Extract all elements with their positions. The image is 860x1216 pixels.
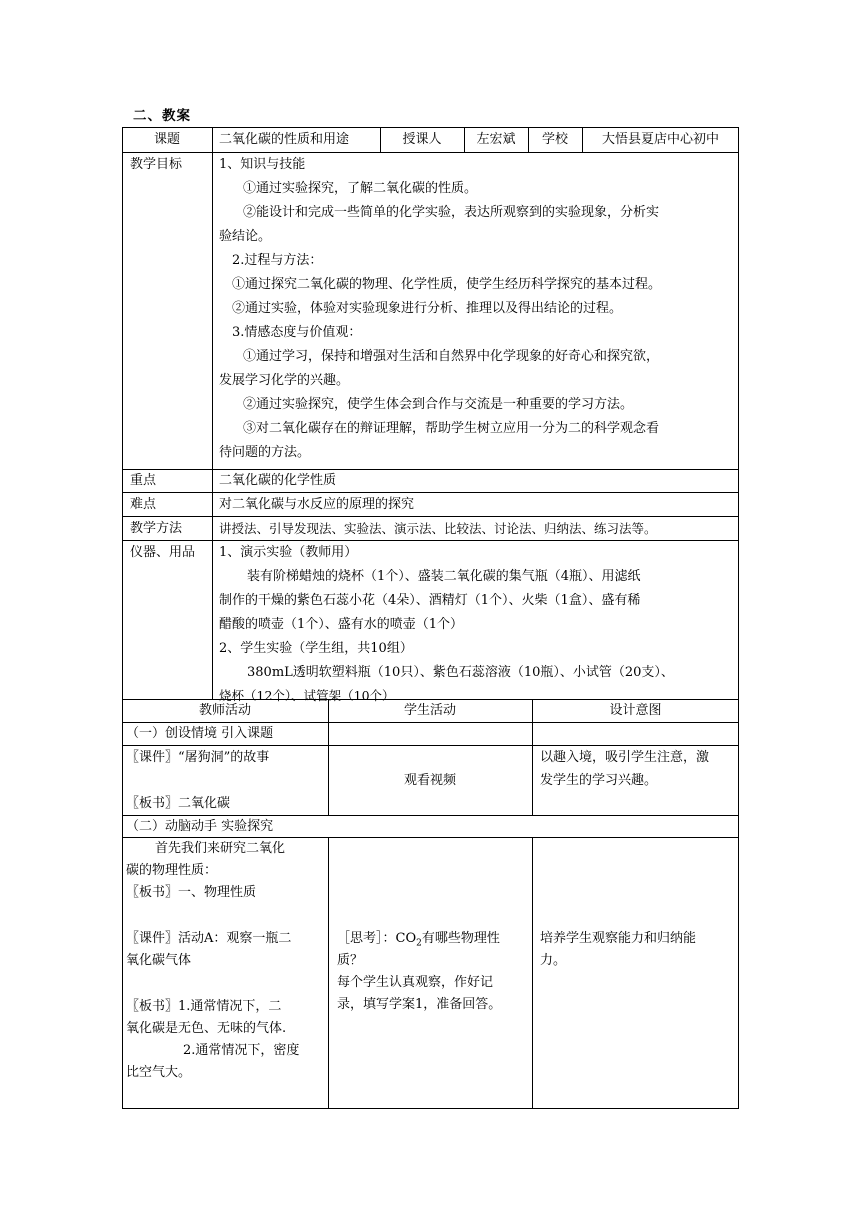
objective-line: ①通过学习，保持和增强对生活和自然界中化学现象的好奇心和探究欲， bbox=[243, 349, 660, 364]
section2-student-line: 每个学生认真观察，作好记 bbox=[337, 975, 494, 990]
section-title: 二、教案 bbox=[133, 108, 191, 124]
section2-teacher-line: 〖课件〗活动A：观察一瓶二 bbox=[126, 931, 292, 946]
objective-line: ②能设计和完成一些简单的化学实验，表达所观察到的实验现象，分析实 bbox=[243, 205, 660, 220]
objectives-label: 教学目标 bbox=[130, 157, 183, 172]
teacher-activity-header: 教师活动 bbox=[198, 703, 251, 718]
section2-teacher-line: 比空气大。 bbox=[126, 1065, 192, 1080]
objective-line: ②通过实验探究，使学生体会到合作与交流是一种重要的学习方法。 bbox=[243, 397, 634, 412]
equipment-label: 仪器、用品 bbox=[130, 545, 196, 560]
teacher-label: 授课人 bbox=[402, 132, 442, 147]
equipment-line: 烧杯（12个）、试管架（10个） bbox=[219, 688, 395, 703]
section1-teacher-line: 〖课件〗“屠狗洞”的故事 bbox=[126, 750, 270, 765]
key-point-value: 二氧化碳的化学性质 bbox=[219, 473, 337, 488]
objective-line: ①通过实验探究，了解二氧化碳的性质。 bbox=[243, 181, 478, 196]
difficulty-value: 对二氧化碳与水反应的原理的探究 bbox=[219, 497, 415, 512]
objective-line: 发展学习化学的兴趣。 bbox=[219, 373, 350, 388]
section2-title: （二）动脑动手 实验探究 bbox=[126, 819, 274, 834]
section1-student: 观看视频 bbox=[403, 773, 456, 788]
section2-student-think: ［思考］：$CO_2$有哪些物理性 bbox=[337, 931, 500, 949]
section1-title: （一）创设情境 引入课题 bbox=[126, 726, 274, 741]
school-value: 大悟县夏店中心初中 bbox=[601, 132, 719, 147]
objective-line: 待问题的方法。 bbox=[219, 445, 311, 460]
section2-teacher-line: 氧化碳气体 bbox=[126, 953, 192, 968]
objective-line: 验结论。 bbox=[219, 229, 272, 244]
section2-student-line: 录，填写学案1，准备回答。 bbox=[337, 997, 502, 1012]
equipment-line: 380mL透明软塑料瓶（10只）、紫色石蕊溶液（10瓶）、小试管（20支）、 bbox=[247, 665, 674, 680]
section1-intent-line: 以趣入境，吸引学生注意，激 bbox=[540, 750, 710, 765]
topic-value: 二氧化碳的性质和用途 bbox=[219, 132, 350, 147]
section2-teacher-line: 〖板书〗一、物理性质 bbox=[126, 885, 257, 900]
topic-label: 课题 bbox=[153, 132, 180, 147]
section2-intent-line: 培养学生观察能力和归纳能 bbox=[540, 931, 697, 946]
section2-teacher-line: 碳的物理性质： bbox=[126, 863, 218, 878]
section2-intent-line: 力。 bbox=[540, 953, 567, 968]
methods-label: 教学方法 bbox=[130, 521, 183, 536]
section1-teacher-line: 〖板书〗二氧化碳 bbox=[126, 796, 231, 811]
difficulty-label: 难点 bbox=[130, 497, 157, 512]
objective-line: 3.情感态度与价值观： bbox=[232, 325, 362, 340]
teacher-value: 左宏斌 bbox=[476, 132, 516, 147]
section2-teacher-line: 〖板书〗1.通常情况下，二 bbox=[126, 999, 282, 1014]
school-label: 学校 bbox=[541, 132, 568, 147]
equipment-line: 1、演示实验（教师用） bbox=[219, 545, 358, 560]
methods-value: 讲授法、引导发现法、实验法、演示法、比较法、讨论法、归纳法、练习法等。 bbox=[219, 521, 657, 536]
section2-teacher-line: 氧化碳是无色、无味的气体. bbox=[126, 1021, 287, 1036]
equipment-line: 制作的干燥的紫色石蕊小花（4朵）、酒精灯（1个）、火柴（1盒）、盛有稀 bbox=[219, 593, 641, 608]
objective-line: 1、知识与技能 bbox=[219, 157, 306, 172]
objective-line: 2.过程与方法： bbox=[232, 253, 323, 268]
section2-teacher-line: 2.通常情况下，密度 bbox=[183, 1043, 300, 1058]
objective-line: ②通过实验，体验对实验现象进行分析、推理以及得出结论的过程。 bbox=[232, 301, 623, 316]
student-activity-header: 学生活动 bbox=[403, 703, 456, 718]
section2-student-line: 质？ bbox=[337, 953, 364, 968]
objective-line: ③对二氧化碳存在的辩证理解，帮助学生树立应用一分为二的科学观念看 bbox=[243, 421, 660, 436]
key-point-label: 重点 bbox=[130, 473, 157, 488]
objective-line: ①通过探究二氧化碳的物理、化学性质，使学生经历科学探究的基本过程。 bbox=[232, 277, 662, 292]
equipment-line: 2、学生实验（学生组，共10组） bbox=[219, 641, 413, 656]
section2-teacher-line: 首先我们来研究二氧化 bbox=[155, 841, 286, 856]
design-intent-header: 设计意图 bbox=[609, 703, 662, 718]
equipment-line: 装有阶梯蜡烛的烧杯（1个）、盛装二氧化碳的集气瓶（4瓶）、用滤纸 bbox=[247, 569, 641, 584]
equipment-line: 醋酸的喷壶（1个）、盛有水的喷壶（1个） bbox=[219, 617, 464, 632]
section1-intent-line: 发学生的学习兴趣。 bbox=[540, 773, 658, 788]
